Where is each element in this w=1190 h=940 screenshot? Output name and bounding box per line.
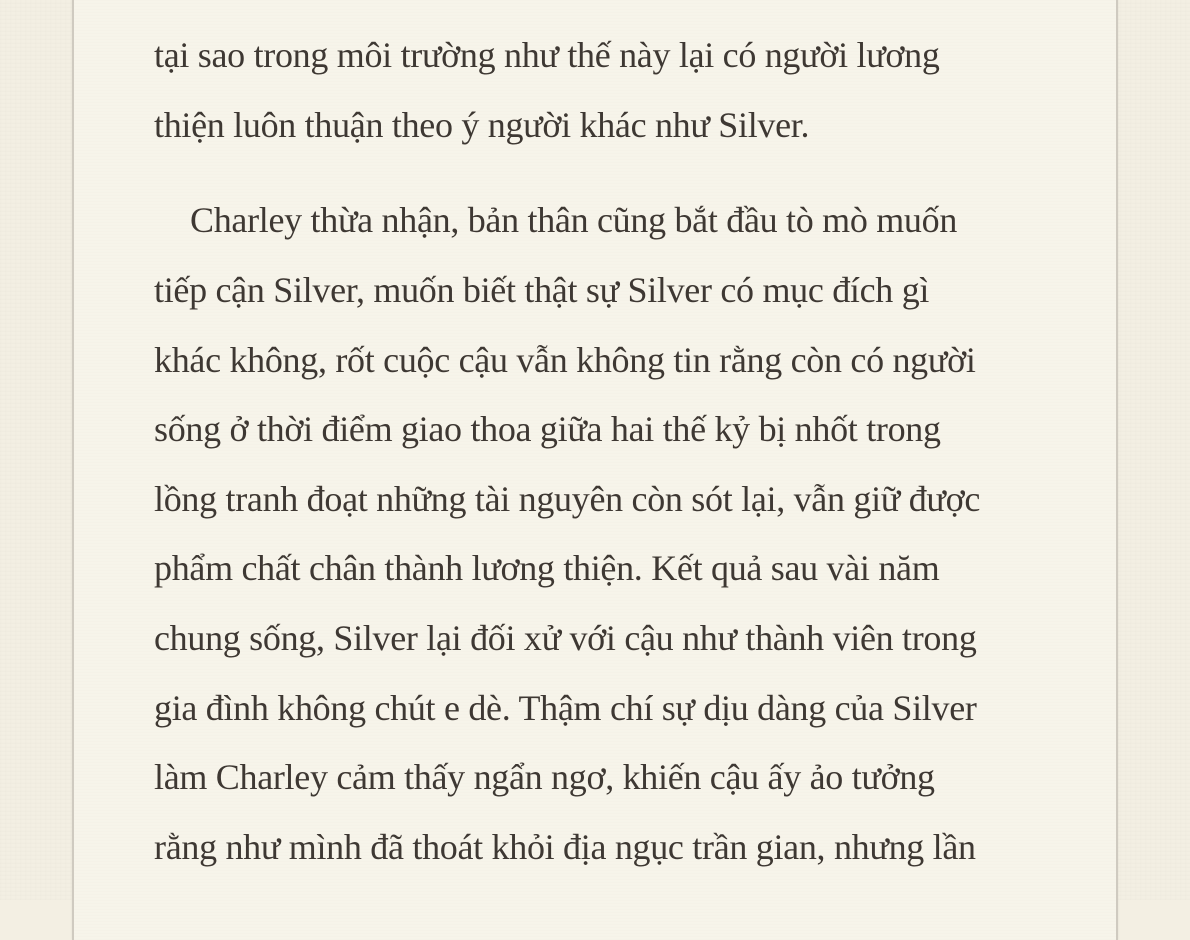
- text-line: khác không, rốt cuộc cậu vẫn không tin rằng còn có người: [154, 340, 976, 380]
- text-line: thiện luôn thuận theo ý người khác như Silver.: [154, 105, 810, 145]
- text-line: chung sống, Silver lại đối xử với cậu như thành viên trong: [154, 618, 977, 658]
- text-line: tại sao trong môi trường như thế này lại có người lương: [154, 35, 940, 75]
- text-line: làm Charley cảm thấy ngẩn ngơ, khiến cậu ấy ảo tưởng: [154, 757, 935, 797]
- text-line: lồng tranh đoạt những tài nguyên còn sót lại, vẫn giữ được: [154, 479, 981, 519]
- text-line: rằng như mình đã thoát khỏi địa ngục trần gian, nhưng lần: [154, 827, 976, 867]
- text-line: phẩm chất chân thành lương thiện. Kết quả sau vài năm: [154, 548, 940, 588]
- text-line: sống ở thời điểm giao thoa giữa hai thế kỷ bị nhốt trong: [154, 409, 941, 449]
- paragraph-first-line: Charley thừa nhận, bản thân cũng bắt đầu tò mò muốn: [190, 200, 958, 240]
- text-line: gia đình không chút e dè. Thậm chí sự dịu dàng của Silver: [154, 688, 977, 728]
- text-line: tiếp cận Silver, muốn biết thật sự Silver có mục đích gì: [154, 270, 930, 310]
